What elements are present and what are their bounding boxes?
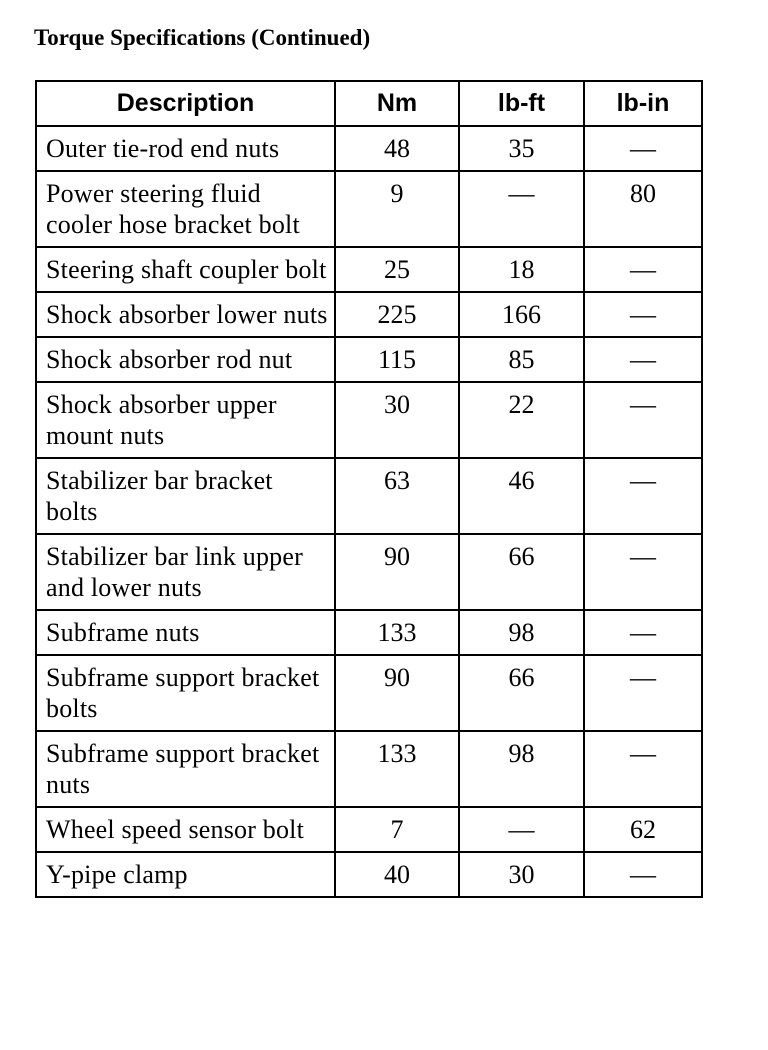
cell-lbft: 98 bbox=[459, 610, 584, 655]
cell-lbin: 80 bbox=[584, 171, 702, 247]
table-row bbox=[36, 292, 702, 337]
page-title: Torque Specifications (Continued) bbox=[34, 25, 371, 50]
table-row bbox=[36, 337, 702, 382]
cell-description: Shock absorber upper mount nuts bbox=[36, 382, 335, 458]
cell-nm: 115 bbox=[335, 337, 459, 382]
cell-description: Y-pipe clamp bbox=[36, 852, 335, 897]
cell-lbft: 166 bbox=[459, 292, 584, 337]
cell-description: Subframe nuts bbox=[36, 610, 335, 655]
cell-lbft: 35 bbox=[459, 126, 584, 171]
cell-lbin: — bbox=[584, 292, 702, 337]
cell-lbft: 85 bbox=[459, 337, 584, 382]
cell-lbft: 66 bbox=[459, 655, 584, 731]
cell-description: Shock absorber rod nut bbox=[36, 337, 335, 382]
cell-lbft: 22 bbox=[459, 382, 584, 458]
cell-description: Stabilizer bar link upper and lower nuts bbox=[36, 534, 335, 610]
cell-description: Stabilizer bar bracket bolts bbox=[36, 458, 335, 534]
cell-lbin: — bbox=[584, 337, 702, 382]
table-row bbox=[36, 458, 702, 534]
cell-nm: 40 bbox=[335, 852, 459, 897]
cell-nm: 30 bbox=[335, 382, 459, 458]
cell-description: Steering shaft coupler bolt bbox=[36, 247, 335, 292]
cell-description: Outer tie-rod end nuts bbox=[36, 126, 335, 171]
cell-lbft: — bbox=[459, 171, 584, 247]
torque-spec-table bbox=[35, 80, 703, 898]
cell-lbin: — bbox=[584, 247, 702, 292]
cell-nm: 225 bbox=[335, 292, 459, 337]
table-row bbox=[36, 655, 702, 731]
table-row bbox=[36, 731, 702, 807]
cell-lbin: — bbox=[584, 655, 702, 731]
table-row bbox=[36, 610, 702, 655]
cell-description: Shock absorber lower nuts bbox=[36, 292, 335, 337]
table-row bbox=[36, 171, 702, 247]
cell-lbin: — bbox=[584, 852, 702, 897]
header-description: Description bbox=[36, 81, 335, 126]
cell-lbft: 18 bbox=[459, 247, 584, 292]
cell-lbin: — bbox=[584, 382, 702, 458]
table-row bbox=[36, 126, 702, 171]
cell-nm: 25 bbox=[335, 247, 459, 292]
table-row bbox=[36, 852, 702, 897]
cell-nm: 133 bbox=[335, 731, 459, 807]
cell-nm: 63 bbox=[335, 458, 459, 534]
table-row bbox=[36, 807, 702, 852]
table-header-row bbox=[36, 81, 702, 126]
cell-lbft: 98 bbox=[459, 731, 584, 807]
cell-nm: 7 bbox=[335, 807, 459, 852]
cell-nm: 90 bbox=[335, 655, 459, 731]
cell-lbin: — bbox=[584, 731, 702, 807]
cell-description: Subframe support bracket nuts bbox=[36, 731, 335, 807]
cell-lbft: 66 bbox=[459, 534, 584, 610]
cell-lbft: 30 bbox=[459, 852, 584, 897]
cell-nm: 90 bbox=[335, 534, 459, 610]
cell-lbin: — bbox=[584, 126, 702, 171]
header-lbin: lb-in bbox=[584, 81, 702, 126]
cell-description: Power steering fluid cooler hose bracket bolt bbox=[36, 171, 335, 247]
table-row bbox=[36, 382, 702, 458]
cell-nm: 9 bbox=[335, 171, 459, 247]
cell-lbft: — bbox=[459, 807, 584, 852]
table-row bbox=[36, 247, 702, 292]
cell-nm: 133 bbox=[335, 610, 459, 655]
cell-lbin: 62 bbox=[584, 807, 702, 852]
cell-lbin: — bbox=[584, 534, 702, 610]
header-nm: Nm bbox=[335, 81, 459, 126]
cell-description: Wheel speed sensor bolt bbox=[36, 807, 335, 852]
cell-description: Subframe support bracket bolts bbox=[36, 655, 335, 731]
cell-lbft: 46 bbox=[459, 458, 584, 534]
cell-nm: 48 bbox=[335, 126, 459, 171]
cell-lbin: — bbox=[584, 610, 702, 655]
cell-lbin: — bbox=[584, 458, 702, 534]
table-row bbox=[36, 534, 702, 610]
header-lbft: lb-ft bbox=[459, 81, 584, 126]
